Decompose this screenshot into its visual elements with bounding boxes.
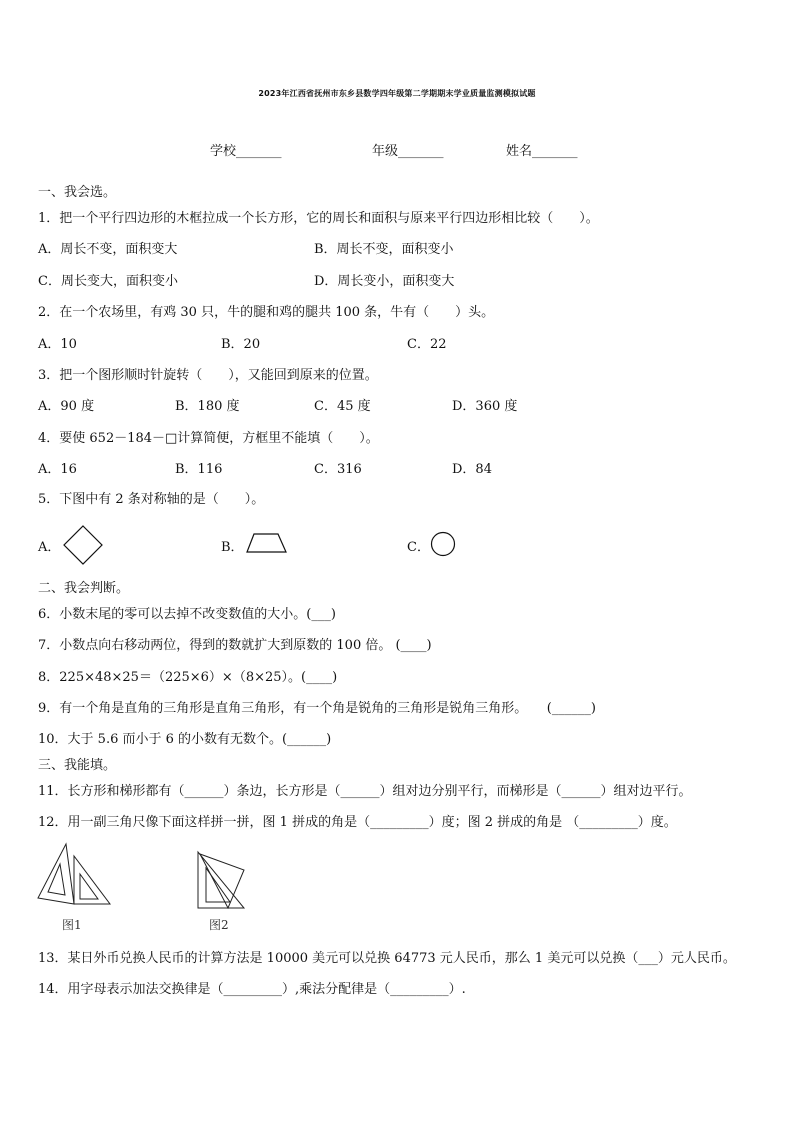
- question-3-option-d[interactable]: D．360 度: [452, 399, 518, 414]
- section-heading-choice: 一、我会选。: [38, 185, 117, 200]
- name-field[interactable]: 姓名_______: [506, 144, 578, 159]
- question-14: 14．用字母表示加法交换律是（_________）,乘法分配律是（_________）.: [38, 982, 466, 997]
- question-4: 4．要使 652－184－□计算简便，方框里不能填（ ）。: [38, 431, 379, 446]
- question-4-option-a[interactable]: A．16: [38, 462, 77, 477]
- school-field[interactable]: 学校_______: [210, 144, 282, 159]
- question-2-option-a[interactable]: A．10: [38, 337, 77, 352]
- set-square-figure-2: [194, 850, 248, 912]
- question-1-option-a[interactable]: A．周长不变，面积变大: [38, 242, 178, 257]
- question-10: 10．大于 5.6 而小于 6 的小数有无数个。(______): [38, 732, 332, 747]
- section-heading-fill: 三、我能填。: [38, 758, 117, 773]
- question-1-option-b[interactable]: B．周长不变，面积变小: [314, 242, 454, 257]
- question-3-option-a[interactable]: A．90 度: [38, 399, 95, 414]
- question-6: 6．小数末尾的零可以去掉不改变数值的大小。(___): [38, 607, 336, 622]
- question-11: 11．长方形和梯形都有（______）条边，长方形是（______）组对边分别平行，而梯形是（______）组对边平行。: [38, 784, 692, 799]
- question-4-option-c[interactable]: C．316: [314, 462, 362, 477]
- question-3-option-c[interactable]: C．45 度: [314, 399, 371, 414]
- question-8: 8．225×48×25＝（225×6）×（8×25）。(____): [38, 670, 338, 685]
- question-13: 13．某日外币兑换人民币的计算方法是 10000 美元可以兑换 64773 元人民币，那么 1 美元可以兑换（___）元人民币。: [38, 951, 736, 966]
- question-3-option-b[interactable]: B．180 度: [175, 399, 240, 414]
- question-1: 1．把一个平行四边形的木框拉成一个长方形，它的周长和面积与原来平行四边形相比较（ ）。: [38, 211, 599, 226]
- question-5-option-a[interactable]: A．: [38, 540, 61, 555]
- question-2-option-c[interactable]: C．22: [407, 337, 447, 352]
- question-2-option-b[interactable]: B．20: [221, 337, 261, 352]
- question-2: 2．在一个农场里，有鸡 30 只，牛的腿和鸡的腿共 100 条，牛有（ ）头。: [38, 305, 495, 320]
- diamond-shape-icon: [62, 524, 104, 566]
- question-1-option-d[interactable]: D．周长变小，面积变大: [314, 274, 455, 289]
- question-5-option-c[interactable]: C．: [407, 540, 430, 555]
- page-title: 2023年江西省抚州市东乡县数学四年级第二学期期末学业质量监测模拟试题: [258, 89, 536, 98]
- question-4-option-d[interactable]: D．84: [452, 462, 492, 477]
- question-5: 5．下图中有 2 条对称轴的是（ ）。: [38, 492, 265, 507]
- question-12: 12．用一副三角尺像下面这样拼一拼，图 1 拼成的角是（_________）度；图 2 拼成的角是 （_________）度。: [38, 815, 677, 830]
- figure-1-caption: 图1: [62, 918, 82, 932]
- circle-shape-icon: [430, 531, 456, 557]
- question-5-option-b[interactable]: B．: [221, 540, 244, 555]
- section-heading-judge: 二、我会判断。: [38, 581, 130, 596]
- grade-field[interactable]: 年级_______: [372, 144, 444, 159]
- figure-2-caption: 图2: [209, 918, 229, 932]
- question-9: 9．有一个角是直角的三角形是直角三角形，有一个角是锐角的三角形是锐角三角形。 (______): [38, 701, 596, 716]
- question-1-option-c[interactable]: C．周长变大，面积变小: [38, 274, 178, 289]
- question-7: 7．小数点向右移动两位，得到的数就扩大到原数的 100 倍。 (____): [38, 638, 432, 653]
- trapezoid-shape-icon: [246, 532, 288, 554]
- question-3: 3．把一个图形顺时针旋转（ ），又能回到原来的位置。: [38, 368, 378, 383]
- set-square-figure-1: [36, 842, 112, 912]
- question-4-option-b[interactable]: B．116: [175, 462, 223, 477]
